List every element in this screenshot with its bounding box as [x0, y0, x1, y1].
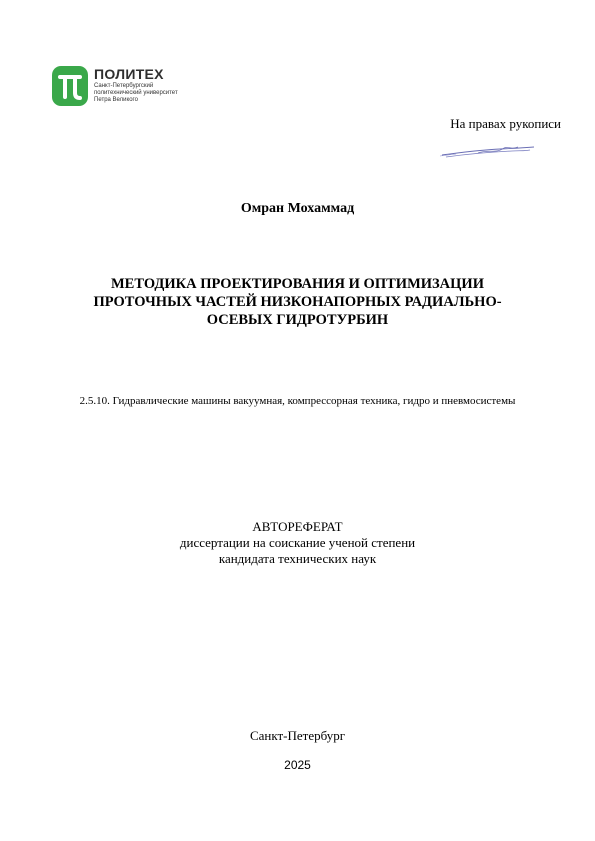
- abstract-line: кандидата технических наук: [218, 551, 377, 566]
- manuscript-note: На правах рукописи: [450, 116, 561, 131]
- logo-subtitle-line: политехнический университет: [94, 90, 178, 96]
- logo-subtitle-line: Петра Великого: [94, 97, 138, 103]
- author-name: Омран Мохаммад: [240, 201, 355, 216]
- abstract-block: [0, 519, 595, 567]
- dissertation-title: [60, 275, 535, 329]
- city: Санкт-Петербург: [249, 728, 346, 743]
- specialty-code: 2.5.10. Гидравлические машины вакуумная, компрессорная техника, гидро и пневмосистемы: [79, 395, 516, 407]
- title-line: ПРОТОЧНЫХ ЧАСТЕЙ НИЗКОНАПОРНЫХ РАДИАЛЬНО-: [93, 294, 502, 310]
- handwritten-signature: [438, 142, 538, 160]
- abstract-line: диссертации на соискание ученой степени: [179, 535, 416, 550]
- year: 2025: [284, 758, 311, 772]
- university-logo: [52, 66, 212, 110]
- logo-title: ПОЛИТЕХ: [94, 66, 164, 82]
- logo-subtitle-line: Санкт-Петербургский: [94, 83, 154, 89]
- logo-subtitle: [94, 83, 178, 104]
- politech-logo-icon: [52, 66, 88, 106]
- abstract-heading: АВТОРЕФЕРАТ: [252, 519, 343, 534]
- title-line: ОСЕВЫХ ГИДРОТУРБИН: [206, 312, 389, 328]
- title-line: МЕТОДИКА ПРОЕКТИРОВАНИЯ И ОПТИМИЗАЦИИ: [111, 276, 484, 292]
